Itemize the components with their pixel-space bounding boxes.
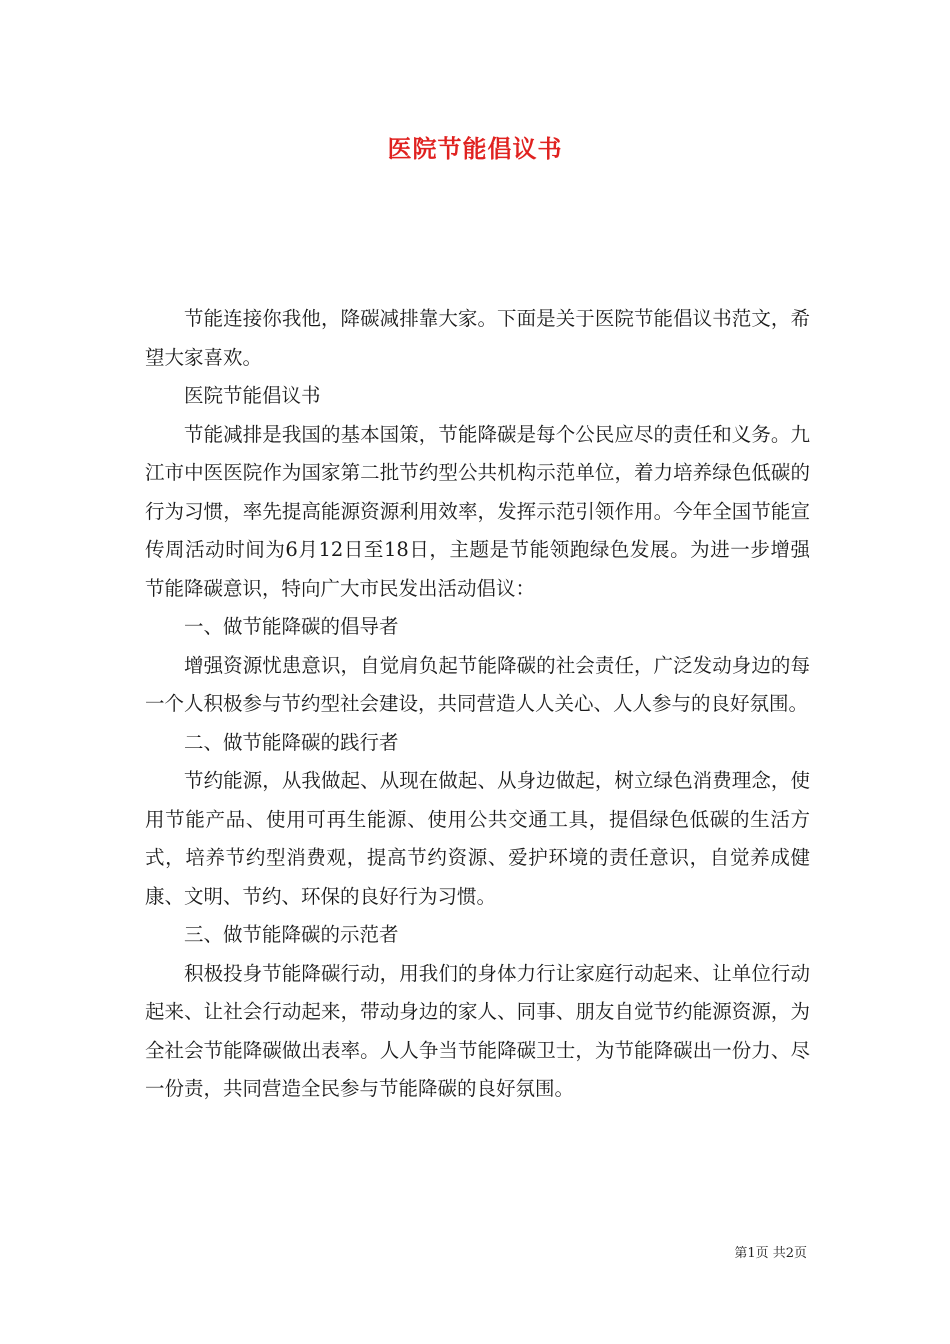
subtitle-line: 医院节能倡议书 [184, 384, 321, 407]
body-paragraph-3: 节约能源，从我做起、从现在做起、从身边做起，树立绿色消费理念，使用节能产品、使用可再生能源、使用公共交通工具，提倡绿色低碳的生活方式，培养节约型消费观，提高节约资源、爱护环境的责任意识，自觉养成健康、文明、节约、环保的良好行为习惯。 [145, 769, 810, 908]
body-paragraph-2: 增强资源忧患意识，自觉肩负起节能降碳的社会责任，广泛发动身边的每一个人积极参与节约型社会建设，共同营造人人关心、人人参与的良好氛围。 [145, 653, 810, 715]
body-paragraph-4: 积极投身节能降碳行动，用我们的身体力行让家庭行动起来、让单位行动起来、让社会行动起来，带动身边的家人、同事、朋友自觉节约能源资源，为全社会节能降碳做出表率。人人争当节能降碳卫士，为节能降碳出一份力、尽一份责，共同营造全民参与节能降碳的良好氛围。 [145, 961, 810, 1100]
body-paragraph-1: 节能减排是我国的基本国策，节能降碳是每个公民应尽的责任和义务。九江市中医医院作为国家第二批节约型公共机构示范单位，着力培养绿色低碳的行为习惯，率先提高能源资源利用效率，发挥示范引领作用。今年全国节能宣传周活动时间为6月12日至18日，主题是节能领跑绿色发展。为进一步增强节能降碳意识，特向广大市民发出活动倡议： [145, 422, 810, 600]
document-title: 医院节能倡议书 [387, 134, 563, 163]
document-body [145, 300, 810, 1109]
section-heading-3: 三、做节能降碳的示范者 [184, 923, 399, 946]
intro-paragraph: 节能连接你我他，降碳减排靠大家。下面是关于医院节能倡议书范文，希望大家喜欢。 [145, 307, 810, 369]
section-heading-2: 二、做节能降碳的践行者 [184, 730, 399, 754]
section-heading-1: 一、做节能降碳的倡导者 [184, 615, 399, 638]
page-number-footer: 第1页 共2页 [734, 1246, 807, 1261]
